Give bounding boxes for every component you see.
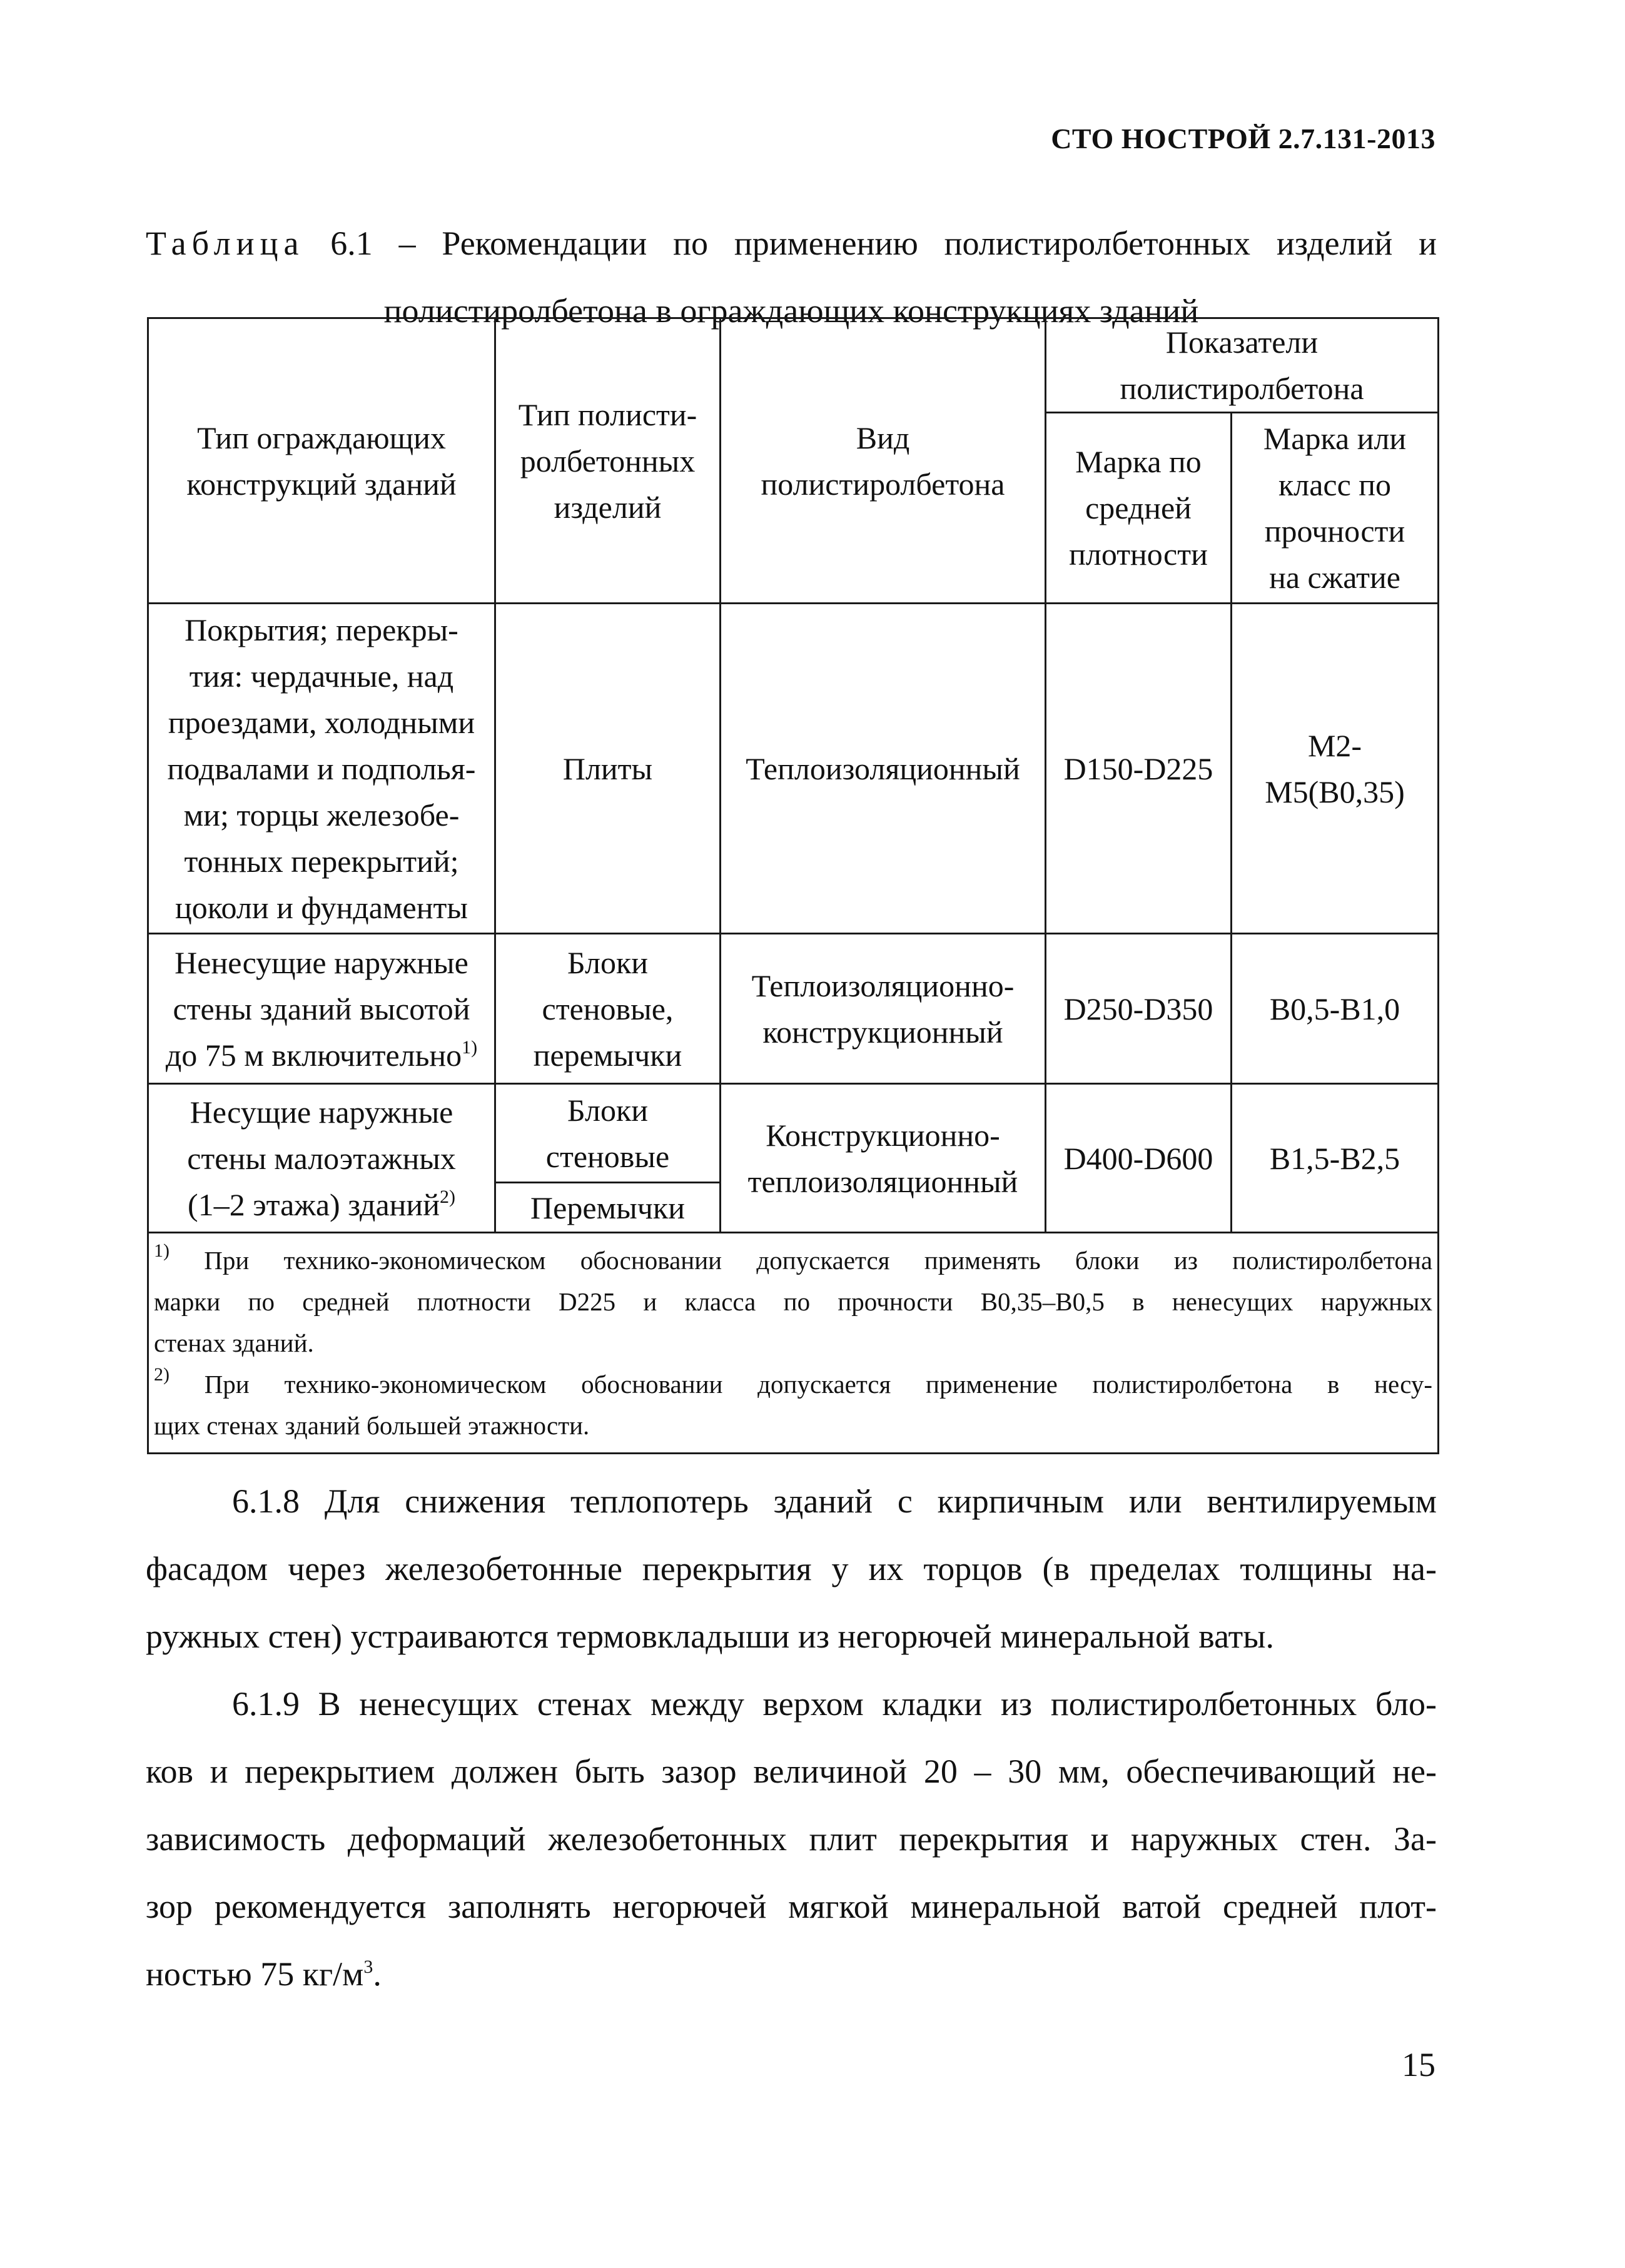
header-density-grade: Марка по средней плотности	[1046, 413, 1232, 604]
row2-strength: В0,5-В1,0	[1232, 934, 1439, 1084]
table-row	[148, 1084, 1439, 1183]
caption-title-start: – Рекомендации по применению полистиролбетонных изделий и	[398, 225, 1437, 262]
table-row	[148, 604, 1439, 934]
row3-density: D400-D600	[1046, 1084, 1232, 1233]
row1-structure-type: Покрытия; перекры- тия: чердачные, над проездами, холодными подвалами и подполья- ми; торцы железобе- тонных перекрытий; цоколи и фундаменты	[148, 604, 495, 934]
caption-label: Таблица	[146, 225, 305, 262]
paragraph-6-1-8: 6.1.8 Для снижения теплопотерь зданий с кирпичным или вентилируемым фасадом через железобетонные перекрытия у их торцов (в пределах толщины на- ружных стен) устраиваются термовкладыши из негорючей минеральной ваты.	[146, 1482, 1437, 1655]
header-product-type: Тип полисти- ролбетонных изделий	[495, 318, 721, 604]
row2-kind: Теплоизоляционно- конструкционный	[721, 934, 1046, 1084]
row3-structure-type: Несущие наружные стены малоэтажных (1–2 этажа) зданий$^{2)}$	[148, 1084, 495, 1233]
table-footnotes: $^{1)}$ При технико-экономическом обосновании допускается применять блоки из полистиролбетона марки по средней плотности D225 и класса по прочности В0,35–В0,5 в ненесущих наружных стенах зданий. $^{2)}$ При технико-экономическом обосновании допускается применение полистиролбетона в несу- щих стенах зданий большей этажности.	[148, 1233, 1439, 1454]
notes-row	[148, 1233, 1439, 1454]
document-code: СТО НОСТРОЙ 2.7.131-2013	[1051, 123, 1435, 154]
caption-line-1	[146, 210, 1437, 277]
footnote-ref-2: 2)	[439, 1186, 455, 1207]
row2-product: Блоки стеновые, перемычки	[495, 934, 721, 1084]
header-indicators-group: Показатели полистиролбетона	[1046, 318, 1439, 413]
page-number: 15	[1402, 2046, 1435, 2083]
caption-number: 6.1	[330, 225, 373, 262]
row3-strength: В1,5-В2,5	[1232, 1084, 1439, 1233]
row2-density: D250-D350	[1046, 934, 1232, 1084]
row1-kind: Теплоизоляционный	[721, 604, 1046, 934]
row1-strength: М2- М5(В0,35)	[1232, 604, 1439, 934]
table-row	[148, 934, 1439, 1084]
caption-line-2: полистиролбетона в ограждающих конструкциях зданий	[383, 292, 1199, 330]
row1-density: D150-D225	[1046, 604, 1232, 934]
row3-product-lintels: Перемычки	[495, 1183, 721, 1233]
footnote-2: $^{2)}$ При технико-экономическом обосновании допускается применение полистиролбетона в несу-	[154, 1364, 1433, 1399]
paragraph-6-1-9: 6.1.9 В ненесущих стенах между верхом кладки из полистиролбетонных бло- ков и перекрытием должен быть зазор величиной 20 – 30 мм, обеспечивающий не- зависимость деформаций железобетонных плит перекрытия и наружных стен. За- зор рекомендуется заполнять негорючей мягкой минеральной ватой средней плот- ностью 75 $кг/м^3$.	[146, 1685, 1437, 1993]
footnote-1: $^{1)}$ При технико-экономическом обосновании допускается применять блоки из полистиролбетона	[154, 1240, 1433, 1275]
row2-structure-type: Ненесущие наружные стены зданий высотой до 75 м включительно$^{1)}$	[148, 934, 495, 1084]
footnote-ref-1: 1)	[462, 1036, 478, 1058]
header-strength-class: Марка или класс по прочности на сжатие	[1232, 413, 1439, 604]
header-concrete-kind: Вид полистиролбетона	[721, 318, 1046, 604]
row3-kind: Конструкционно- теплоизоляционный	[721, 1084, 1046, 1233]
header-row-1	[148, 318, 1439, 413]
header-structure-type: Тип ограждающих конструкций зданий	[148, 318, 495, 604]
recommendations-table	[147, 317, 1439, 1454]
row3-product-blocks: Блоки стеновые	[495, 1084, 721, 1183]
row1-product: Плиты	[495, 604, 721, 934]
